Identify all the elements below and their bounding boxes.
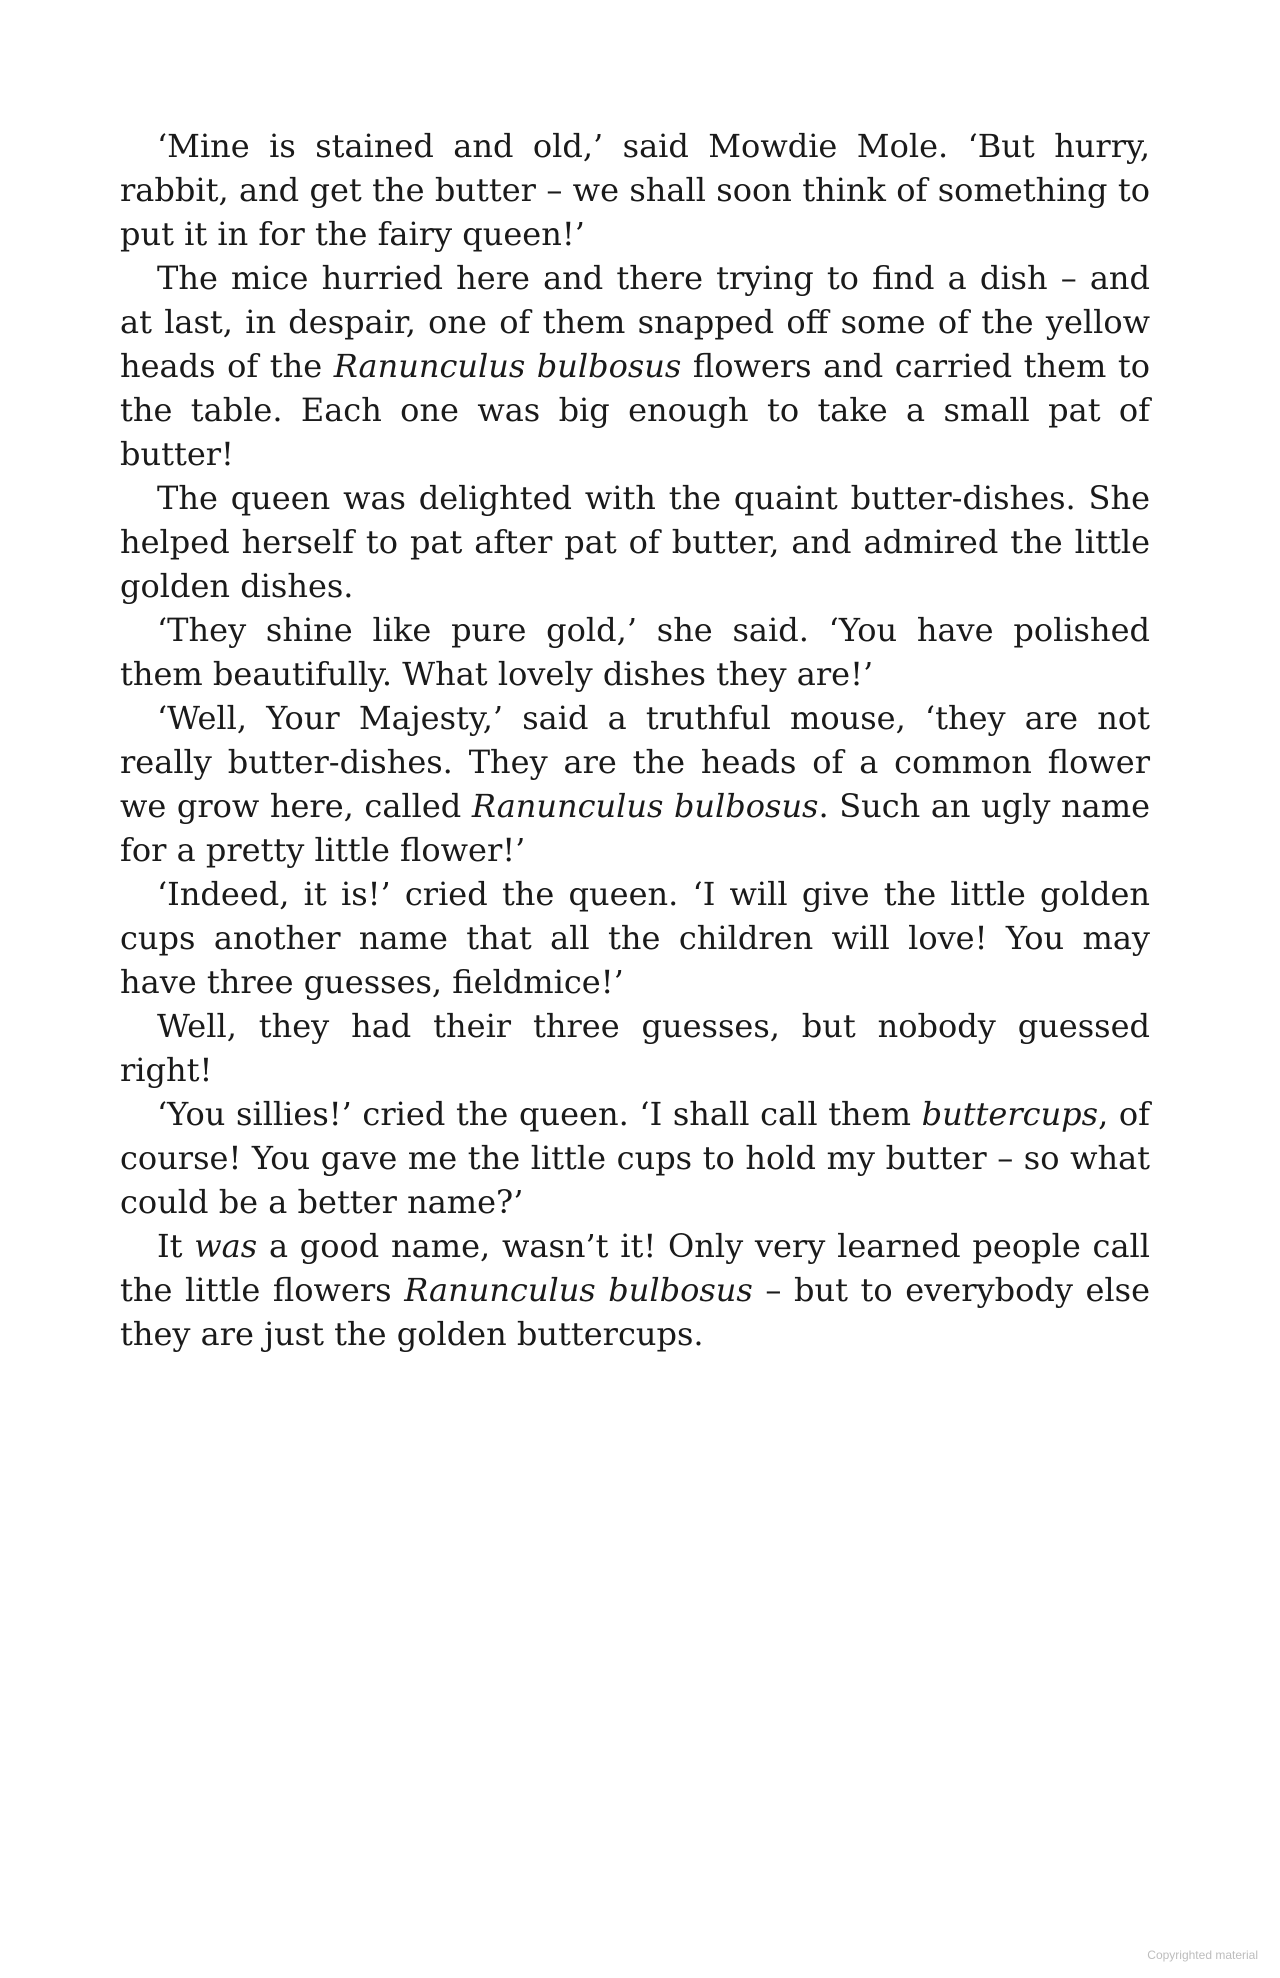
page-body: [120, 124, 1150, 1356]
text-run: – but to everybody else they are just the golden buttercups.: [120, 1271, 1151, 1353]
text-run: ‘Mine is stained and old,’ said Mowdie Mole. ‘But hurry, rabbit, and get the butter – we shall soon think of something to put it in for the fairy queen!’: [120, 127, 1150, 253]
paragraph: [120, 256, 1150, 476]
text-run: The mice hurried here and there trying to find a dish – and at last, in despair, one of them snapped off some of the yellow heads of the: [120, 259, 1150, 385]
text-run: ‘They shine like pure gold,’ she said. ‘You have polished them beautifully. What lovely dishes they are!’: [120, 611, 1150, 693]
text-run: a good name, wasn’t it! Only very learned people call the little flowers: [120, 1227, 1151, 1309]
text-run: ‘Indeed, it is!’ cried the queen. ‘I will give the little golden cups another name that all the children will love! You may have three guesses, fieldmice!’: [120, 875, 1150, 1001]
text-run: ‘Well, Your Majesty,’ said a truthful mouse, ‘they are not really butter-dishes. They are the heads of a common flower we grow here, called: [120, 699, 1150, 825]
text-run: flowers and carried them to the table. Each one was big enough to take a small pat of butter!: [120, 347, 1151, 473]
text-run: The queen was delighted with the quaint butter-dishes. She helped herself to pat after pat of butter, and admired the little golden dishes.: [120, 479, 1150, 605]
italic-text-run: Ranunculus bulbosus: [333, 347, 682, 385]
paragraph: [120, 124, 1150, 256]
text-run: Well, they had their three guesses, but nobody guessed right!: [120, 1007, 1150, 1089]
paragraph: [120, 872, 1150, 1004]
paragraph: [120, 696, 1150, 872]
text-run: It: [157, 1227, 195, 1265]
text-run: . Such an ugly name for a pretty little flower!’: [120, 787, 1151, 869]
italic-text-run: Ranunculus bulbosus: [471, 787, 819, 825]
paragraph: [120, 1224, 1150, 1356]
paragraph: [120, 1092, 1150, 1224]
text-run: ‘You sillies!’ cried the queen. ‘I shall call them: [157, 1095, 922, 1133]
text-run: , of course! You gave me the little cups to hold my butter – so what could be a better name?’: [120, 1095, 1151, 1221]
italic-text-run: buttercups: [921, 1095, 1099, 1133]
italic-text-run: Ranunculus bulbosus: [404, 1271, 753, 1309]
copyright-watermark: Copyrighted material: [1147, 1948, 1258, 1962]
italic-text-run: was: [194, 1227, 258, 1265]
paragraph: [120, 476, 1150, 608]
paragraph: [120, 1004, 1150, 1092]
paragraph: [120, 608, 1150, 696]
